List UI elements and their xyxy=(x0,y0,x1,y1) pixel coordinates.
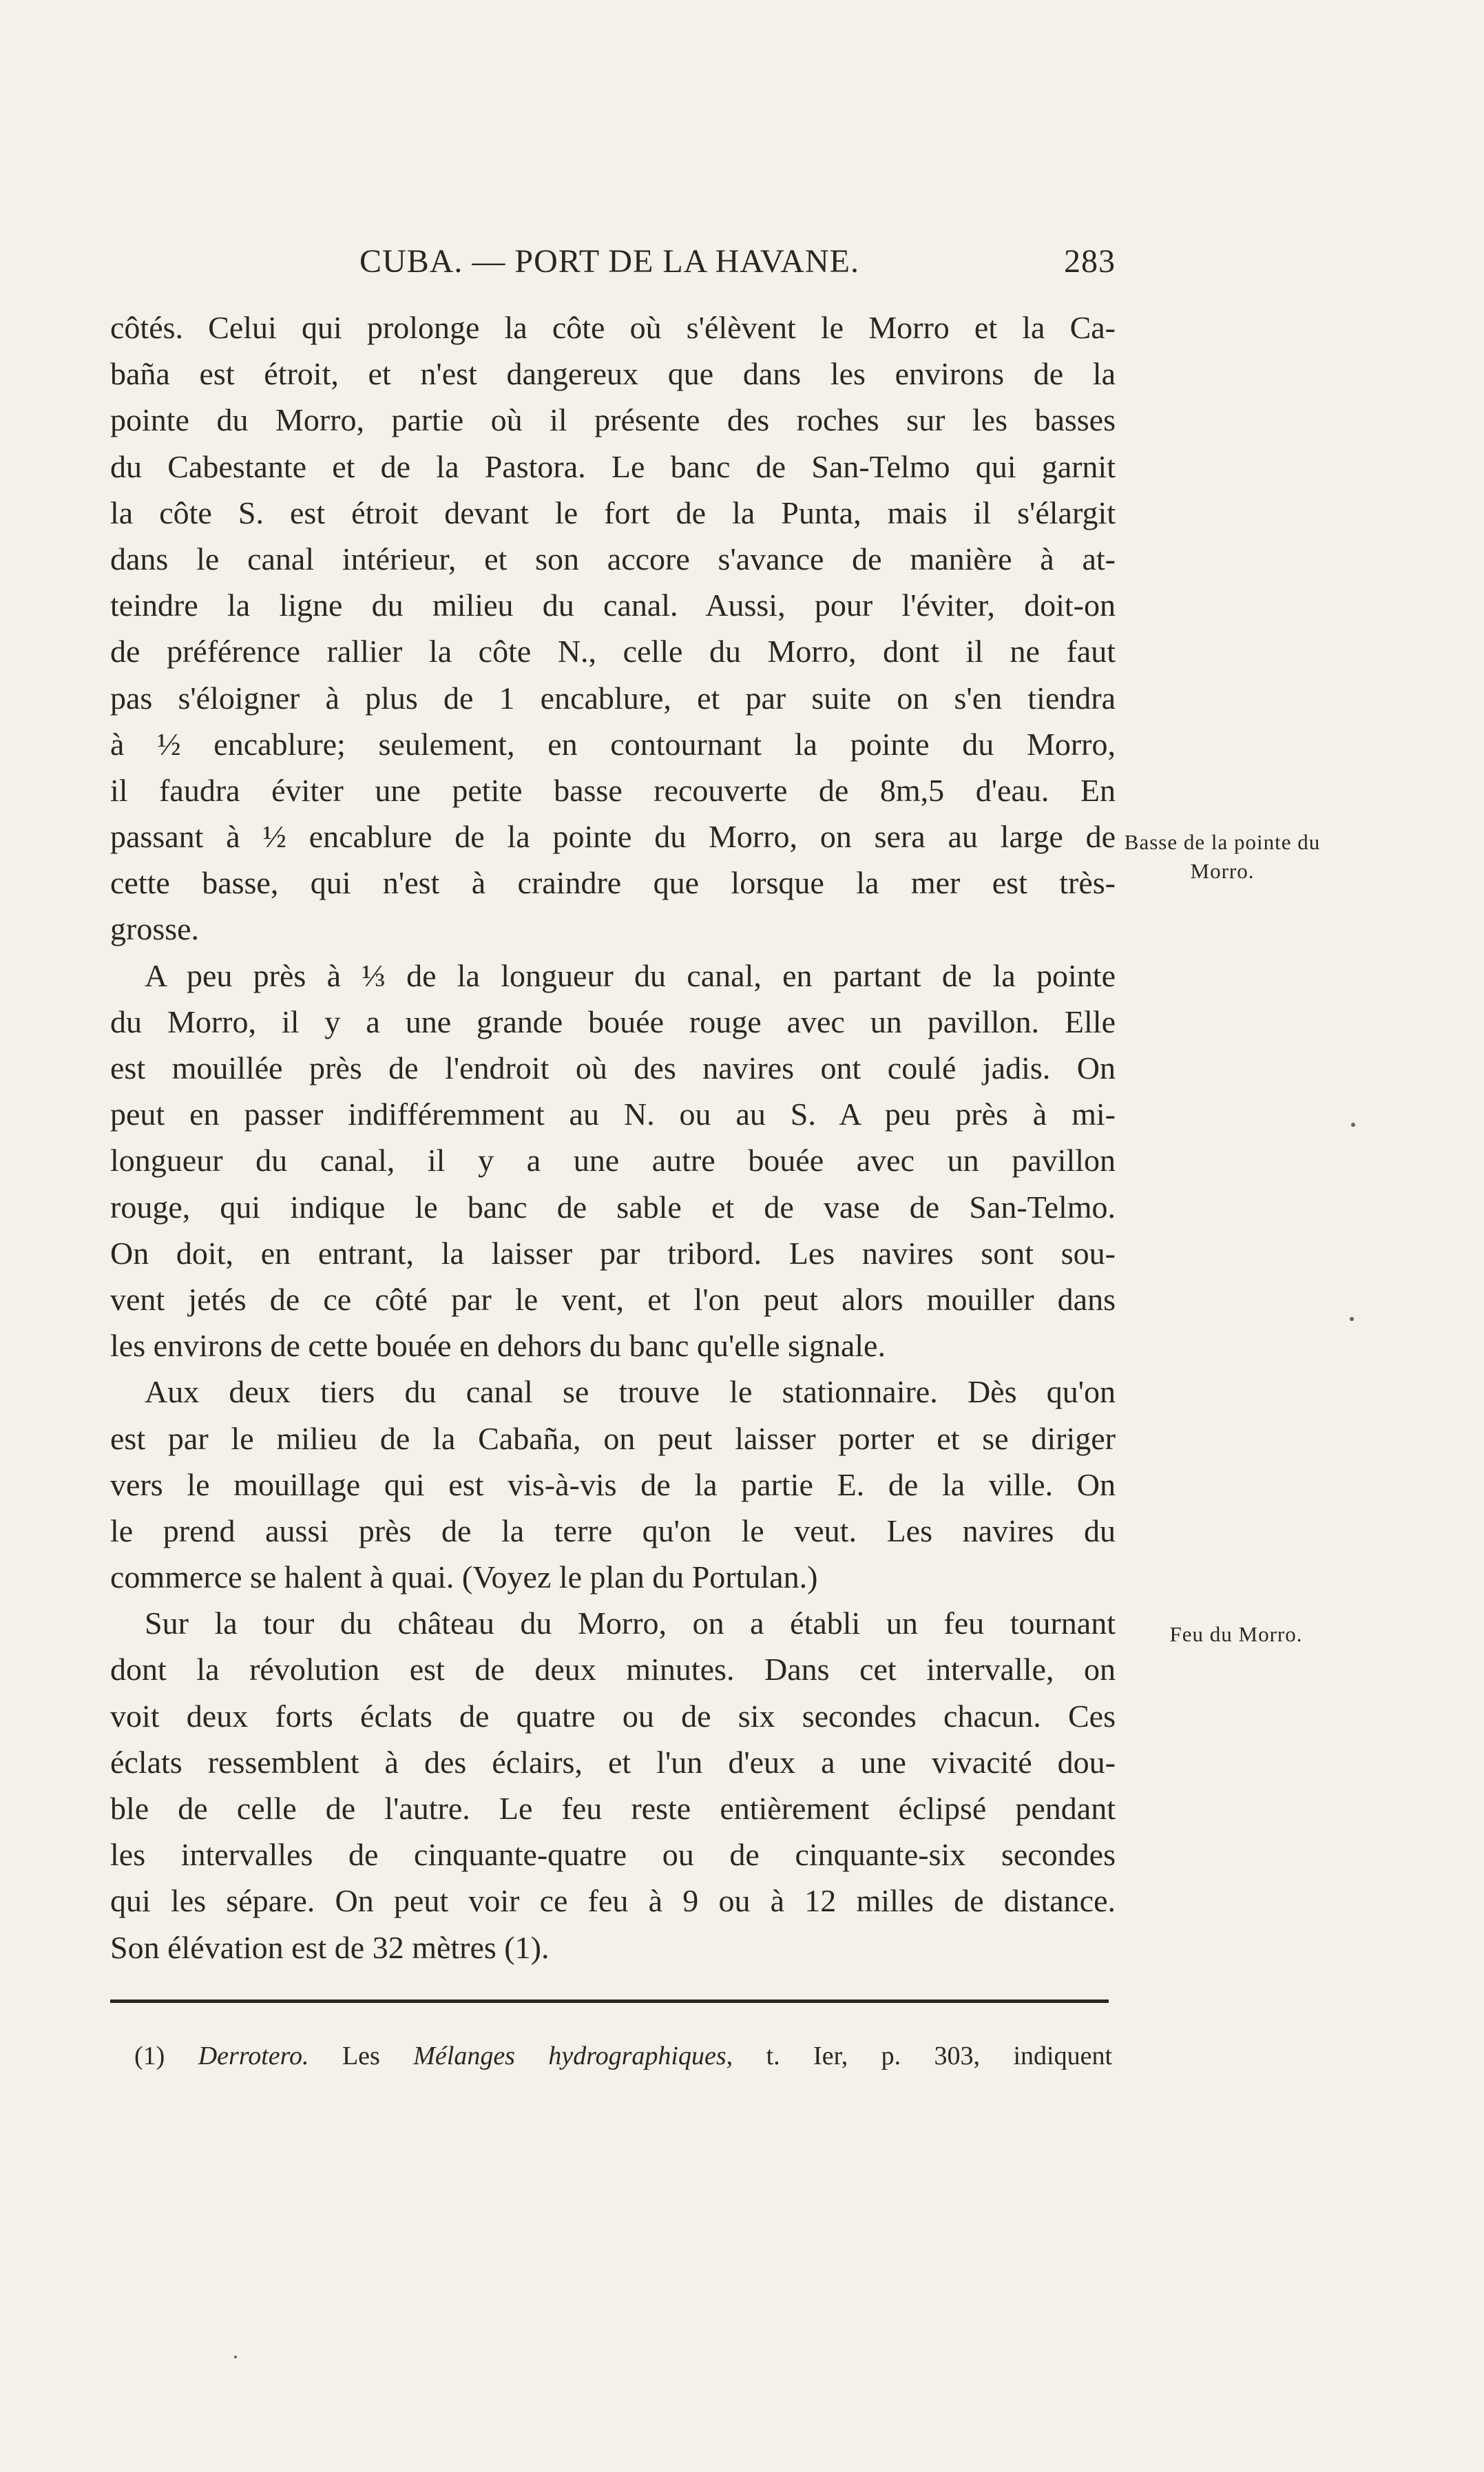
text-line: il faudra éviter une petite basse recouverte de 8m,5 d'eau. En xyxy=(110,772,1116,808)
text-line: Son élévation est de 32 mètres (1). xyxy=(110,1929,550,1965)
footnote xyxy=(134,2035,1112,2077)
paper-speck xyxy=(1350,1317,1354,1321)
text-line: à ½ encablure; seulement, en contournant la pointe du Morro, xyxy=(110,726,1116,762)
text-line: On doit, en entrant, la laisser par tribord. Les navires sont sou- xyxy=(110,1235,1116,1271)
footnote-source: Derrotero. xyxy=(198,2042,309,2070)
text-line: voit deux forts éclats de quatre ou de six secondes chacun. Ces xyxy=(110,1698,1116,1734)
paper-speck xyxy=(1351,1123,1355,1127)
text-line: de préférence rallier la côte N., celle du Morro, dont il ne faut xyxy=(110,634,1116,669)
footnote-marker: (1) xyxy=(134,2042,165,2070)
footnote-work: Mélanges hydrographiques xyxy=(413,2042,727,2070)
text-line: qui les sépare. On peut voir ce feu à 9 ou à 12 milles de distance. xyxy=(110,1883,1116,1919)
text-line: pointe du Morro, partie où il présente des roches sur les basses xyxy=(110,402,1116,438)
text-line: les intervalles de cinquante-quatre ou de cinquante-six secondes xyxy=(110,1837,1116,1873)
text-line: peut en passer indifféremment au N. ou au S. A peu près à mi- xyxy=(110,1097,1116,1132)
text-line: baña est étroit, et n'est dangereux que dans les environs de la xyxy=(110,356,1116,392)
text-line: Aux deux tiers du canal se trouve le stationnaire. Dès qu'on xyxy=(145,1374,1116,1410)
text-line: Sur la tour du château du Morro, on a établi un feu tournant xyxy=(145,1606,1116,1641)
text-line: grosse. xyxy=(110,911,200,947)
text-line: dans le canal intérieur, et son accore s'avance de manière à at- xyxy=(110,541,1116,577)
paper-speck xyxy=(234,2356,237,2358)
text-line: le prend aussi près de la terre qu'on le veut. Les navires du xyxy=(110,1513,1116,1548)
text-line: est par le milieu de la Cabaña, on peut laisser porter et se diriger xyxy=(110,1420,1116,1456)
text-line: passant à ½ encablure de la pointe du Morro, on sera au large de xyxy=(110,819,1116,855)
footnote-rule xyxy=(110,2000,1109,2003)
running-header xyxy=(103,242,1116,292)
text-line: vent jetés de ce côté par le vent, et l'on peut alors mouiller dans xyxy=(110,1281,1116,1317)
text-line: éclats ressemblent à des éclairs, et l'un d'eux a une vivacité dou- xyxy=(110,1744,1116,1780)
text-line: du Cabestante et de la Pastora. Le banc de San-Telmo qui garnit xyxy=(110,448,1116,484)
text-line: rouge, qui indique le banc de sable et de vase de San-Telmo. xyxy=(110,1189,1116,1225)
footnote-text-b: , t. Ier, p. 303, indiquent xyxy=(726,2042,1112,2070)
margin-note-basse: Basse de la pointe du Morro. xyxy=(1124,830,1321,883)
text-line: côtés. Celui qui prolonge la côte où s'élèvent le Morro et la Ca- xyxy=(110,310,1116,345)
running-title: CUBA. — PORT DE LA HAVANE. xyxy=(359,243,859,280)
text-line: dont la révolution est de deux minutes. Dans cet intervalle, on xyxy=(110,1652,1116,1687)
text-line: longueur du canal, il y a une autre bouée avec un pavillon xyxy=(110,1143,1116,1178)
text-line: du Morro, il y a une grande bouée rouge avec un pavillon. Elle xyxy=(110,1004,1116,1039)
text-line: pas s'éloigner à plus de 1 encablure, et par suite on s'en tiendra xyxy=(110,680,1116,716)
text-line: commerce se halent à quai. (Voyez le plan du Portulan.) xyxy=(110,1559,818,1595)
page-number: 283 xyxy=(1064,243,1116,280)
text-line: cette basse, qui n'est à craindre que lorsque la mer est très- xyxy=(110,865,1116,901)
footnote-text-a: Les xyxy=(342,2042,380,2070)
text-line: ble de celle de l'autre. Le feu reste entièrement éclipsé pendant xyxy=(110,1791,1116,1826)
body-text xyxy=(110,304,1116,1971)
text-line: est mouillée près de l'endroit où des navires ont coulé jadis. On xyxy=(110,1050,1116,1086)
text-line: la côte S. est étroit devant le fort de la Punta, mais il s'élargit xyxy=(110,495,1116,530)
text-line: A peu près à ⅓ de la longueur du canal, en partant de la pointe xyxy=(145,957,1116,993)
text-line: vers le mouillage qui est vis-à-vis de la partie E. de la ville. On xyxy=(110,1466,1116,1502)
text-line: teindre la ligne du milieu du canal. Aussi, pour l'éviter, doit-on xyxy=(110,588,1116,623)
margin-note-feu: Feu du Morro. xyxy=(1169,1622,1303,1646)
text-line: les environs de cette bouée en dehors du banc qu'elle signale. xyxy=(110,1328,886,1364)
